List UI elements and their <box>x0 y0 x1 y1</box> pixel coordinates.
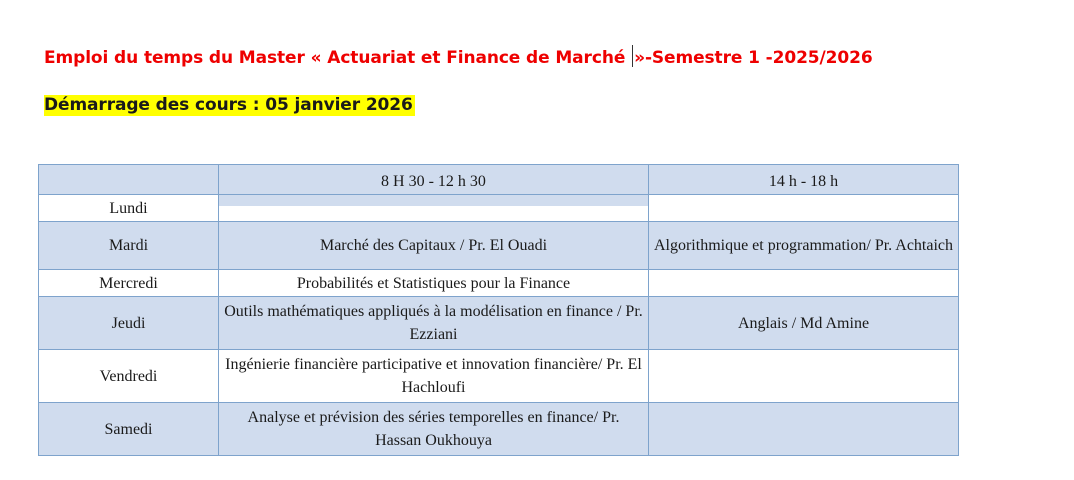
schedule-table <box>38 164 959 456</box>
table-row <box>39 403 959 456</box>
morning-cell: Ingénierie financière participative et innovation financière/ Pr. El Hachloufi <box>219 350 649 403</box>
table-header-row <box>39 165 959 195</box>
header-cell-day <box>39 165 219 195</box>
table-row <box>39 270 959 297</box>
day-cell: Lundi <box>39 195 219 222</box>
table-row <box>39 297 959 350</box>
course-start-date: Démarrage des cours : 05 janvier 2026 <box>44 95 413 115</box>
day-cell: Vendredi <box>39 350 219 403</box>
day-cell: Mercredi <box>39 270 219 297</box>
day-cell: Mardi <box>39 222 219 270</box>
afternoon-cell <box>649 403 959 456</box>
afternoon-cell <box>649 270 959 297</box>
morning-cell: Analyse et prévision des séries temporelles en finance/ Pr. Hassan Oukhouya <box>219 403 649 456</box>
table-row <box>39 195 959 222</box>
document-title <box>44 45 873 68</box>
morning-cell <box>219 195 649 222</box>
table-row <box>39 222 959 270</box>
document-title-part2: »-Semestre 1 -2025/2026 <box>634 48 873 68</box>
document-title-part1: Emploi du temps du Master « Actuariat et Finance de Marché <box>44 48 632 68</box>
morning-cell: Probabilités et Statistiques pour la Finance <box>219 270 649 297</box>
header-cell-afternoon: 14 h - 18 h <box>649 165 959 195</box>
day-cell: Jeudi <box>39 297 219 350</box>
afternoon-cell: Anglais / Md Amine <box>649 297 959 350</box>
afternoon-cell <box>649 195 959 222</box>
day-cell: Samedi <box>39 403 219 456</box>
header-cell-morning: 8 H 30 - 12 h 30 <box>219 165 649 195</box>
afternoon-cell: Algorithmique et programmation/ Pr. Achtaich <box>649 222 959 270</box>
morning-cell-shaded-part <box>219 195 648 207</box>
morning-cell-text <box>219 207 648 221</box>
table-row <box>39 350 959 403</box>
morning-cell: Outils mathématiques appliqués à la modélisation en finance / Pr. Ezziani <box>219 297 649 350</box>
text-cursor <box>632 45 633 67</box>
morning-cell: Marché des Capitaux / Pr. El Ouadi <box>219 222 649 270</box>
afternoon-cell <box>649 350 959 403</box>
